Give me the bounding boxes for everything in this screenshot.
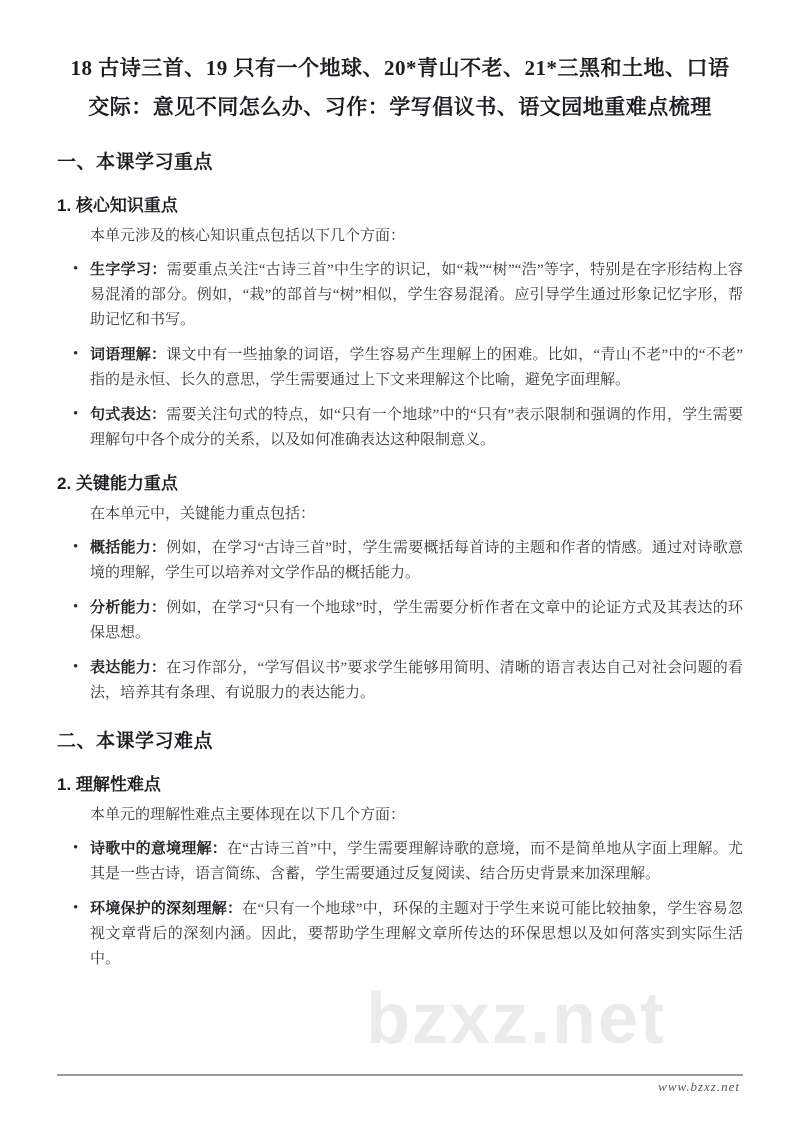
bullet-item — [73, 535, 743, 586]
bullet-item — [73, 836, 743, 887]
bullet-icon: • — [73, 599, 79, 615]
bullet-item — [73, 257, 743, 333]
section-heading-1: 一、本课学习重点 — [57, 152, 214, 173]
bullet-item — [73, 342, 743, 393]
footer-url: www.bzxz.net — [658, 1079, 740, 1094]
bullet-item — [73, 896, 743, 972]
bullet-label: 句式表达： — [90, 406, 167, 423]
bullet-item — [73, 655, 743, 706]
document-page — [57, 0, 743, 972]
intro-paragraph: 本单元的理解性难点主要体现在以下几个方面： — [90, 807, 406, 823]
bullet-label: 环境保护的深刻理解： — [90, 900, 243, 917]
bullet-list — [57, 836, 743, 972]
bullet-label: 词语理解： — [90, 346, 167, 363]
subsection-heading-1-1: 1. 核心知识重点 — [57, 196, 178, 215]
bullet-icon: • — [73, 840, 79, 856]
bullet-text: 例如，在学习“古诗三首”时，学生需要概括每首诗的主题和作者的情感。通过对诗歌意境的理解，学生可以培养对文学作品的概括能力。 — [90, 540, 743, 581]
bullet-text: 例如，在学习“只有一个地球”时，学生需要分析作者在文章中的论证方式及其表达的环保思想。 — [90, 600, 743, 641]
bullet-text: 课文中有一些抽象的词语，学生容易产生理解上的困难。比如，“青山不老”中的“不老”指的是永恒、长久的意思，学生需要通过上下文来理解这个比喻，避免字面理解。 — [90, 347, 743, 388]
bullet-icon: • — [73, 261, 79, 277]
bullet-text: 在习作部分，“学写倡议书”要求学生能够用简明、清晰的语言表达自己对社会问题的看法，培养其有条理、有说服力的表达能力。 — [90, 660, 743, 701]
bullet-list — [57, 535, 743, 706]
bullet-text: 需要重点关注“古诗三首”中生字的识记，如“栽”“树”“浩”等字，特别是在字形结构上容易混淆的部分。例如，“栽”的部首与“树”相似，学生容易混淆。应引导学生通过形象记忆字形，帮助记忆和书写。 — [90, 262, 743, 328]
watermark: bzxz.net — [366, 979, 667, 1059]
bullet-label: 诗歌中的意境理解： — [90, 840, 228, 857]
bullet-item — [73, 402, 743, 453]
footer-divider — [57, 1074, 743, 1076]
bullet-label: 表达能力： — [90, 659, 167, 676]
page-title — [57, 49, 743, 127]
bullet-label: 概括能力： — [90, 539, 167, 556]
bullet-icon: • — [73, 539, 79, 555]
bullet-label: 生字学习： — [90, 261, 167, 278]
bullet-text: 需要关注句式的特点，如“只有一个地球”中的“只有”表示限制和强调的作用，学生需要理解句中各个成分的关系，以及如何准确表达这种限制意义。 — [90, 407, 743, 448]
intro-paragraph: 在本单元中，关键能力重点包括： — [90, 506, 316, 522]
subsection-heading-1-2: 2. 关键能力重点 — [57, 474, 178, 493]
page-title-line-2: 交际：意见不同怎么办、习作：学写倡议书、语文园地重难点梳理 — [88, 95, 712, 119]
bullet-list — [57, 257, 743, 453]
subsection-heading-2-1: 1. 理解性难点 — [57, 775, 161, 794]
bullet-text: 在“只有一个地球”中，环保的主题对于学生来说可能比较抽象，学生容易忽视文章背后的深刻内涵。因此，要帮助学生理解文章所传达的环保思想以及如何落实到实际生活中。 — [90, 901, 743, 967]
section-heading-2: 二、本课学习难点 — [57, 731, 214, 752]
bullet-label: 分析能力： — [90, 599, 167, 616]
bullet-item — [73, 595, 743, 646]
bullet-icon: • — [73, 346, 79, 362]
bullet-text: 在“古诗三首”中，学生需要理解诗歌的意境，而不是简单地从字面上理解。尤其是一些古诗，语言简练、含蓄，学生需要通过反复阅读、结合历史背景来加深理解。 — [90, 841, 743, 882]
bullet-icon: • — [73, 659, 79, 675]
intro-paragraph: 本单元涉及的核心知识重点包括以下几个方面： — [90, 228, 406, 244]
bullet-icon: • — [73, 406, 79, 422]
page-title-line-1: 18 古诗三首、19 只有一个地球、20*青山不老、21*三黑和土地、口语 — [70, 56, 730, 80]
bullet-icon: • — [73, 900, 79, 916]
